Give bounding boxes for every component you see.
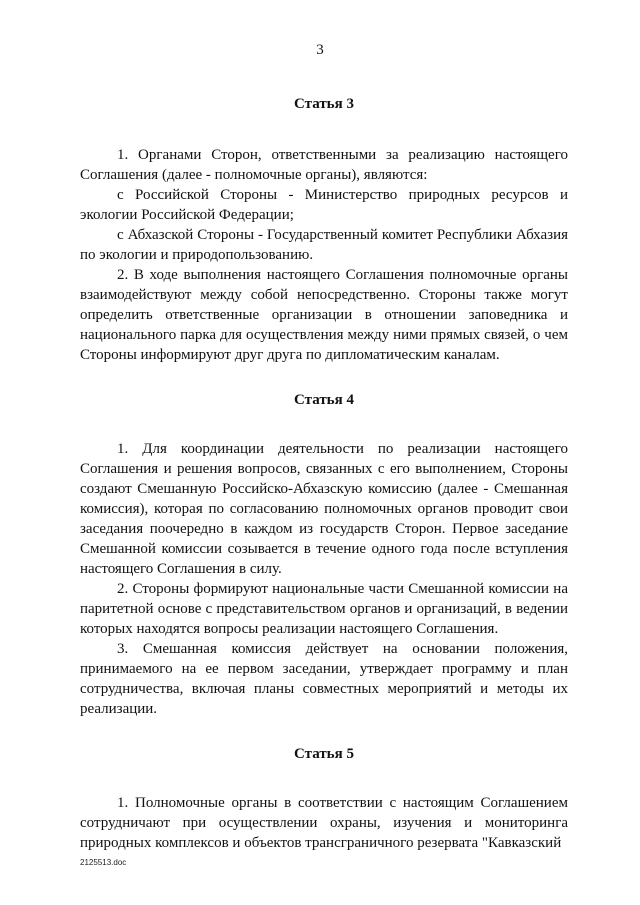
article-3-paragraph-4: 2. В ходе выполнения настоящего Соглашения полномочные органы взаимодействуют между собой непосредственно. Стороны также могут определить ответственные организации в отношении заповедника и национального парка для осуществления между ними прямых связей, о чем Стороны информируют друг друга по дипломатическим каналам. bbox=[80, 267, 568, 363]
article-3-paragraph-3: с Абхазской Стороны - Государственный комитет Республики Абхазия по экологии и природопользованию. bbox=[80, 227, 568, 263]
article-4-heading: Статья 4 bbox=[294, 392, 354, 408]
article-4-paragraph-3: 3. Смешанная комиссия действует на основании положения, принимаемого на ее первом заседании, утверждает программу и план сотрудничества, включая планы совместных мероприятий и методы их реализации. bbox=[80, 641, 568, 717]
article-3-heading: Статья 3 bbox=[294, 96, 354, 112]
article-4-paragraph-1: 1. Для координации деятельности по реализации настоящего Соглашения и решения вопросов, связанных с его выполнением, Стороны создают Смешанную Российско-Абхазскую комиссию (далее - Смешанная комиссия), которая по согласованию полномочных органов проводит свои заседания поочередно в каждом из государств Сторон. Первое заседание Смешанной комиссии созывается в течение одного года после вступления настоящего Соглашения в силу. bbox=[80, 441, 568, 577]
article-5-heading: Статья 5 bbox=[294, 746, 354, 762]
article-4-paragraph-2: 2. Стороны формируют национальные части Смешанной комиссии на паритетной основе с представительством органов и организаций, в ведении которых находятся вопросы реализации настоящего Соглашения. bbox=[80, 581, 568, 637]
document-body bbox=[80, 96, 568, 853]
document-filename: 2125513.doc bbox=[80, 858, 127, 867]
article-3-paragraph-2: с Российской Стороны - Министерство природных ресурсов и экологии Российской Федерации; bbox=[80, 187, 568, 223]
article-5-paragraph-1: 1. Полномочные органы в соответствии с настоящим Соглашением сотрудничают при осуществлении охраны, изучения и мониторинга природных комплексов и объектов трансграничного резервата "Кавказский bbox=[80, 795, 568, 851]
page-number: 3 bbox=[316, 42, 324, 58]
article-3-paragraph-1: 1. Органами Сторон, ответственными за реализацию настоящего Соглашения (далее - полномочные органы), являются: bbox=[80, 147, 568, 183]
